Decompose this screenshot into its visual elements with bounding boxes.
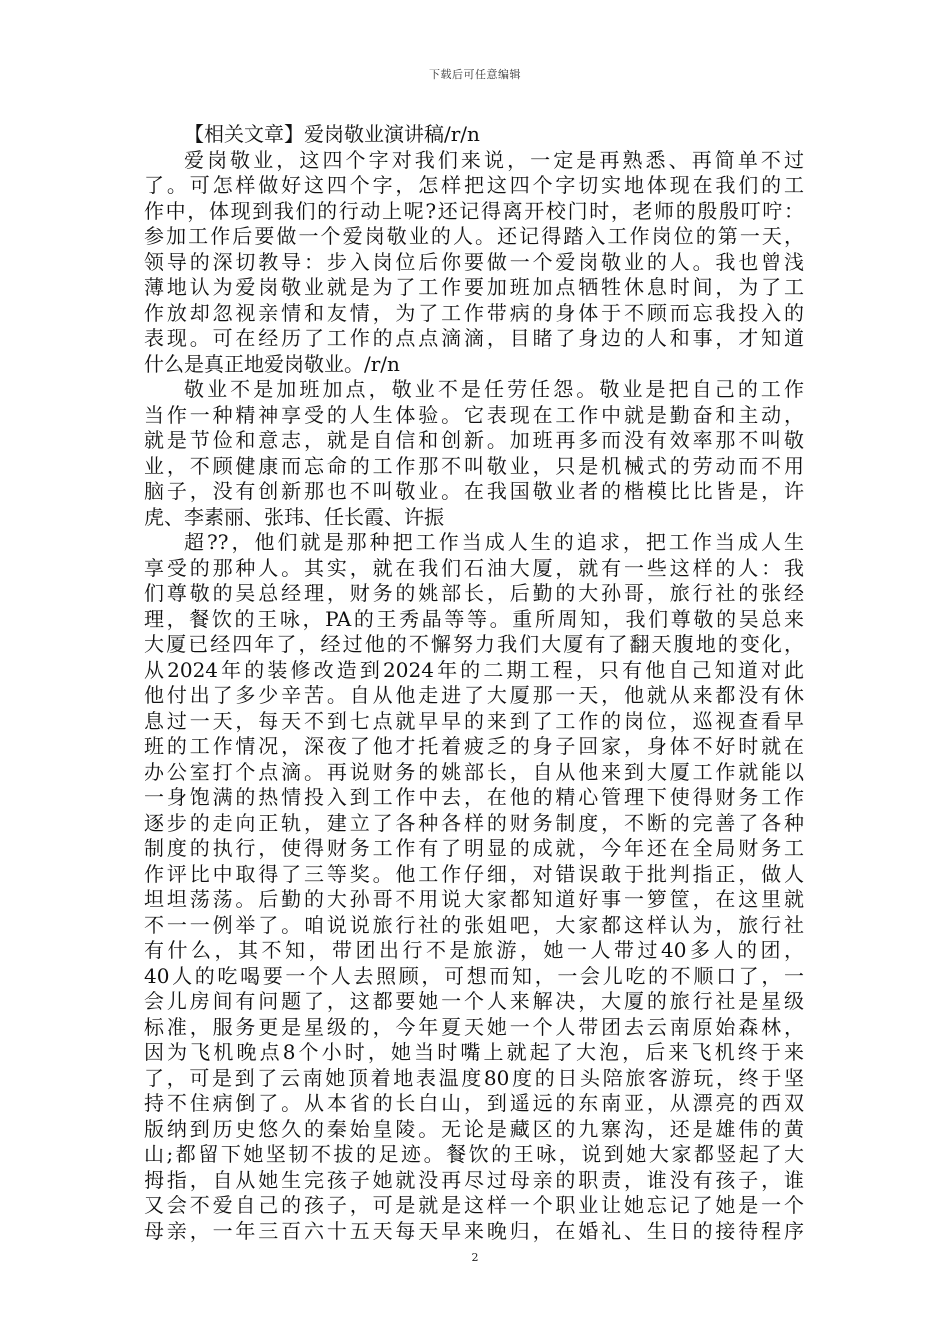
paragraph-line: 了。可怎样做好这四个字，怎样把这四个字切实地体现在我们的工 [144,173,804,197]
paragraph-line: 不一一例举了。咱说说旅行社的张姐吧，大家都这样认为，旅行社 [144,912,804,937]
paragraph-line: 脑子，没有创新那也不叫敬业。在我国敬业者的楷模比比皆是，许 [144,479,804,503]
paragraph-line: 参加工作后要做一个爱岗敬业的人。还记得踏入工作岗位的第一天， [144,224,804,248]
paragraph-line: 班的工作情况，深夜了他才托着疲乏的身子回家，身体不好时就在 [144,734,804,758]
paragraph-line: 有什么，其不知，带团出行不是旅游，她一人带过40多人的团， [144,938,804,962]
paragraph-line: 理，餐饮的王咏，PA的王秀晶等等。重所周知，我们尊敬的吴总来 [144,606,804,631]
paragraph-line: 他付出了多少辛苦。自从他走进了大厦那一天，他就从来都没有休 [144,683,804,707]
paragraph-line: 制度的执行，使得财务工作有了明显的成就，今年还在全局财务工 [144,836,804,860]
paragraph-line: 息过一天，每天不到七点就早早的来到了工作的岗位，巡视查看早 [144,708,804,733]
paragraph-line: 表现。可在经历了工作的点点滴滴，目睹了身边的人和事，才知道 [144,326,804,350]
paragraph-line: 从2024年的装修改造到2024年的二期工程，只有他自己知道对此 [144,657,804,682]
paragraph-line: 超??，他们就是那种把工作当成人生的追求，把工作当成人生 [184,530,804,554]
paragraph-line: 因为飞机晚点8个小时，她当时嘴上就起了大泡，后来飞机终于来 [144,1040,804,1064]
paragraph-line: 虎、李素丽、张玮、任长霞、许振 [144,504,444,529]
article-heading-line: 【相关文章】爱岗敬业演讲稿/r/n [184,122,480,146]
paragraph-line: 母亲，一年三百六十五天每天早来晚归，在婚礼、生日的接待程序 [144,1218,804,1243]
paragraph-line: 什么是真正地爱岗敬业。/r/n [144,351,400,376]
paragraph-line: 就是节俭和意志，就是自信和创新。加班再多而没有效率那不叫敬 [144,428,804,452]
paragraph-line: 当作一种精神享受的人生体验。它表现在工作中就是勤奋和主动， [144,402,804,427]
paragraph-line: 大厦已经四年了，经过他的不懈努力我们大厦有了翻天腹地的变化， [144,632,804,656]
paragraph-line: 们尊敬的吴总经理，财务的姚部长，后勤的大孙哥，旅行社的张经 [144,581,804,605]
paragraph-line: 持不住病倒了。从本省的长白山，到遥远的东南亚，从漂亮的西双 [144,1091,804,1115]
paragraph-line: 享受的那种人。其实，就在我们石油大厦，就有一些这样的人：我 [144,555,804,580]
paragraph-line: 拇指，自从她生完孩子她就没再尽过母亲的职责，谁没有孩子，谁 [144,1167,804,1192]
paragraph-line: 了，可是到了云南她顶着地表温度80度的日头陪旅客游玩，终于坚 [144,1065,804,1090]
paragraph-line: 作评比中取得了三等奖。他工作仔细，对错误敢于批判指正，做人 [144,861,804,886]
paragraph-line: 又会不爱自己的孩子，可是就是这样一个职业让她忘记了她是一个 [144,1193,804,1217]
document-body [144,122,804,1244]
paragraph-line: 会儿房间有问题了，这都要她一个人来解决，大厦的旅行社是星级 [144,989,804,1013]
paragraph-line: 办公室打个点滴。再说财务的姚部长，自从他来到大厦工作就能以 [144,759,804,784]
paragraph-line: 作放却忽视亲情和友情，为了工作带病的身体于不顾而忘我投入的 [144,300,804,325]
paragraph-line: 业，不顾健康而忘命的工作那不叫敬业，只是机械式的劳动而不用 [144,453,804,478]
paragraph-line: 坦坦荡荡。后勤的大孙哥不用说大家都知道好事一箩筐，在这里就 [144,887,804,911]
paragraph-line: 作中，体现到我们的行动上呢?还记得离开校门时，老师的殷殷叮咛： [144,198,804,223]
paragraph-line: 敬业不是加班加点，敬业不是任劳任怨。敬业是把自己的工作 [184,377,804,401]
paragraph-line: 标准，服务更是星级的，今年夏天她一个人带团去云南原始森林， [144,1014,804,1039]
paragraph-line: 40人的吃喝要一个人去照顾，可想而知，一会儿吃的不顺口了，一 [144,963,804,988]
paragraph-line: 山;都留下她坚韧不拔的足迹。餐饮的王咏，说到她大家都竖起了大 [144,1142,804,1166]
page-header: 下载后可任意编辑 [429,68,521,81]
paragraph-line: 逐步的走向正轨，建立了各种各样的财务制度，不断的完善了各种 [144,810,804,835]
paragraph-line: 薄地认为爱岗敬业就是为了工作要加班加点牺牲休息时间，为了工 [144,275,804,299]
paragraph-line: 领导的深切教导：步入岗位后你要做一个爱岗敬业的人。我也曾浅 [144,249,804,274]
paragraph-line: 爱岗敬业，这四个字对我们来说，一定是再熟悉、再简单不过 [184,147,804,172]
page-number: 2 [471,1251,479,1264]
paragraph-line: 一身饱满的热情投入到工作中去，在他的精心管理下使得财务工作 [144,785,804,809]
paragraph-line: 版纳到历史悠久的秦始皇陵。无论是藏区的九寨沟，还是雄伟的黄 [144,1116,804,1141]
